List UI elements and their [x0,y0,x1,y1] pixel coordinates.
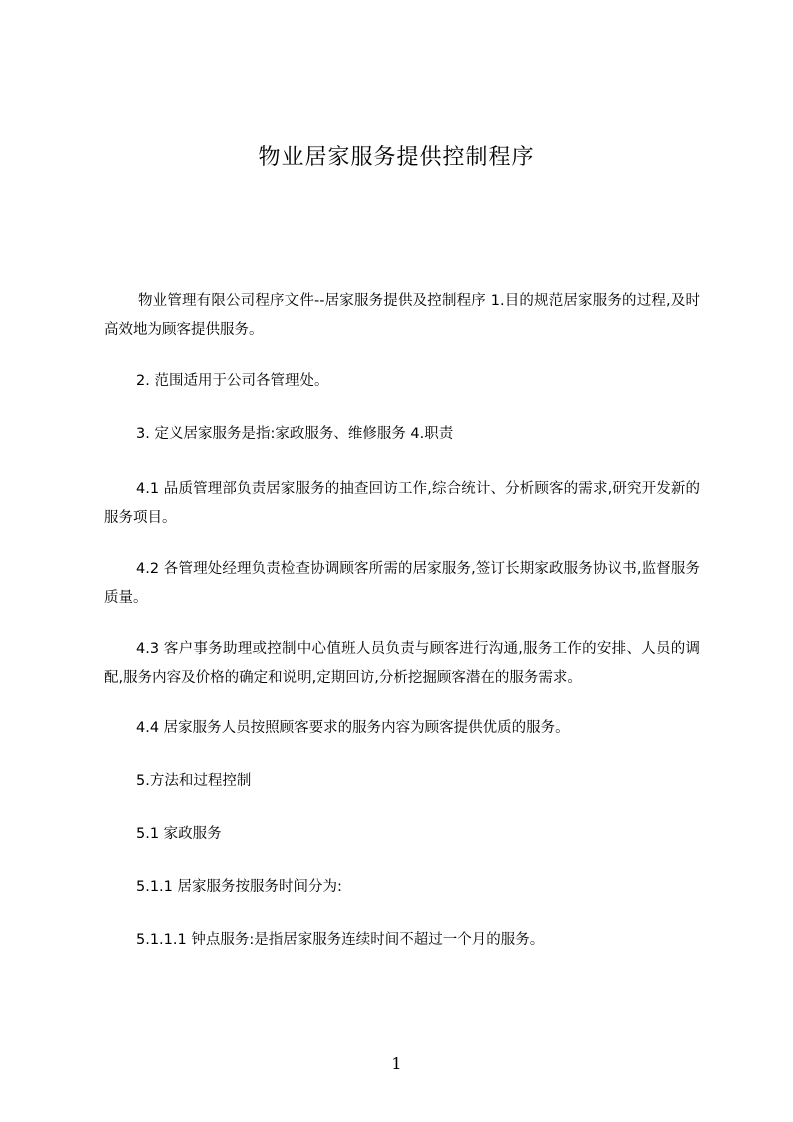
paragraph-purpose: 物业管理有限公司程序文件--居家服务提供及控制程序 1.目的规范居家服务的过程,及时高效地为顾客提供服务。 [104,293,700,338]
paragraph-definition: 3. 定义居家服务是指:家政服务、维修服务 4.职责 [136,426,454,442]
heading-method: 5.方法和过程控制 [136,773,252,789]
page-number: 1 [391,1054,402,1073]
document-title: 物业居家服务提供控制程序 [258,145,535,170]
paragraph-duty-4-1: 4.1 品质管理部负责居家服务的抽查回访工作,综合统计、分析顾客的需求,研究开发新的服务项目。 [104,481,700,526]
heading-housekeeping: 5.1 家政服务 [136,826,222,842]
paragraph-5-1-1-1: 5.1.1.1 钟点服务:是指居家服务连续时间不超过一个月的服务。 [136,932,545,948]
paragraph-duty-4-4: 4.4 居家服务人员按照顾客要求的服务内容为顾客提供优质的服务。 [136,720,570,736]
paragraph-scope: 2. 范围适用于公司各管理处。 [136,373,329,389]
paragraph-duty-4-2: 4.2 各管理处经理负责检查协调顾客所需的居家服务,签订长期家政服务协议书,监督服务质量。 [104,561,700,606]
paragraph-5-1-1: 5.1.1 居家服务按服务时间分为: [136,879,342,895]
paragraph-duty-4-3: 4.3 客户事务助理或控制中心值班人员负责与顾客进行沟通,服务工作的安排、人员的调配,服务内容及价格的确定和说明,定期回访,分析挖掘顾客潜在的服务需求。 [104,641,700,686]
